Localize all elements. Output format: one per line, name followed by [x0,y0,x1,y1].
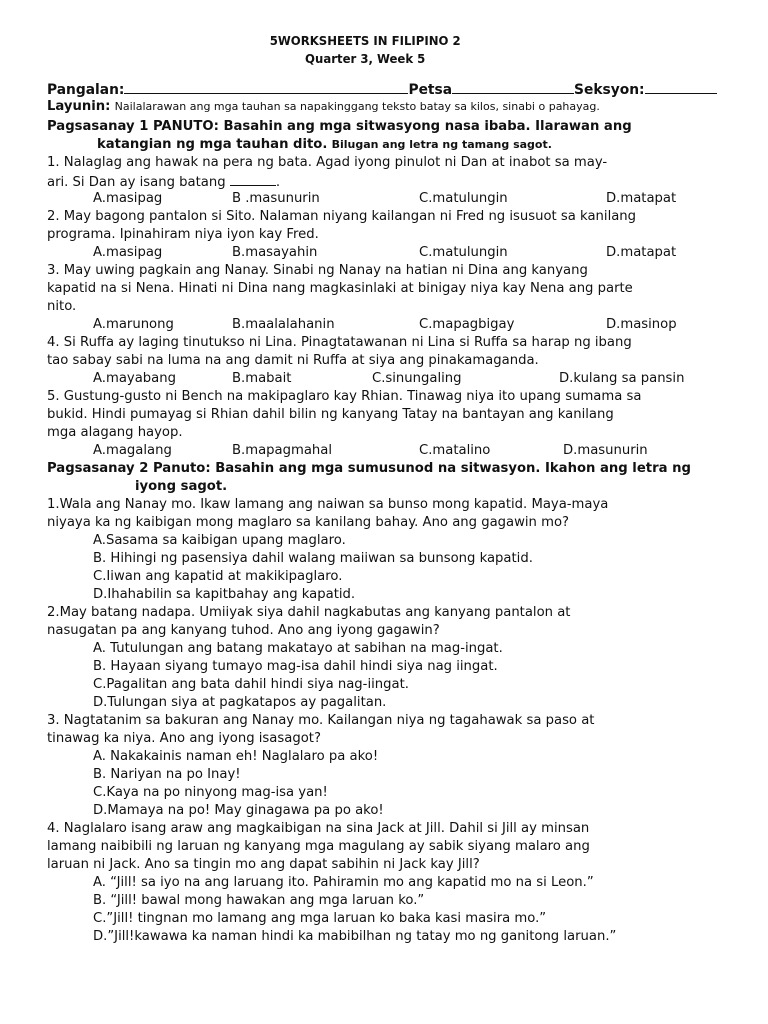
seksyon-blank[interactable] [645,80,717,94]
pagsasanay1-heading-line2 [97,136,552,154]
p2-q4-line2: lamang naibibili ng laruan ng kanyang mga magulang ay sabik siyang malaro ang [47,839,590,854]
p1-q5-option-d[interactable]: D.masunurin [563,443,648,458]
p2-q3-line1: 3. Nagtatanim sa bakuran ang Nanay mo. Kailangan niya ng tagahawak sa paso at [47,713,595,728]
p1-q2-option-d[interactable]: D.matapat [606,245,677,260]
p1-q1-option-c[interactable]: C.matulungin [419,191,508,206]
p1-q4-option-d[interactable]: D.kulang sa pansin [559,371,685,386]
worksheet-subtitle: Quarter 3, Week 5 [305,52,426,66]
layunin-row [47,98,600,116]
p1-q5-line1: 5. Gustung-gusto ni Bench na makipaglaro kay Rhian. Tinawag niya ito upang sumama sa [47,389,642,404]
p1-q2-option-a[interactable]: A.masipag [93,245,163,260]
p1-q5-option-c[interactable]: C.matalino [419,443,491,458]
p1-q3-option-a[interactable]: A.marunong [93,317,174,332]
p2-q1-option-a[interactable]: A.Sasama sa kaibigan upang maglaro. [93,533,346,548]
layunin-label: Layunin: [47,99,111,114]
p1-q2-option-b[interactable]: B.masayahin [232,245,318,260]
p2-q4-line3: laruan ni Jack. Ano sa tingin mo ang dapat sabihin ni Jack kay Jill? [47,857,480,872]
p2-q2-option-b[interactable]: B. Hayaan siyang tumayo mag-isa dahil hindi siya nag iingat. [93,659,498,674]
p1-q1-option-d[interactable]: D.matapat [606,191,677,206]
p2-q2-line2: nasugatan pa ang kanyang tuhod. Ano ang iyong gagawin? [47,623,440,638]
p1-q1-option-a[interactable]: A.masipag [93,191,163,206]
p2-q2-option-c[interactable]: C.Pagalitan ang bata dahil hindi siya nag-iingat. [93,677,409,692]
p2-q3-line2: tinawag ka niya. Ano ang iyong isasagot? [47,731,321,746]
p1-q3-option-c[interactable]: C.mapagbigay [419,317,515,332]
p2-q4-option-a[interactable]: A. “Jill! sa iyo na ang laruang ito. Pahiramin mo ang kapatid mo na si Leon.” [93,875,594,890]
p2-q2-line1: 2.May batang nadapa. Umiiyak siya dahil nagkabutas ang kanyang pantalon at [47,605,571,620]
p2-q4-option-b[interactable]: B. “Jill! bawal mong hawakan ang mga laruan ko.” [93,893,425,908]
p1-q3-option-d[interactable]: D.masinop [606,317,677,332]
p1-q4-option-c[interactable]: C.sinungaling [372,371,462,386]
p1-q3-option-b[interactable]: B.maalalahanin [232,317,335,332]
p1-q2-option-c[interactable]: C.matulungin [419,245,508,260]
p2-q3-option-c[interactable]: C.Kaya na po ninyong mag-isa yan! [93,785,328,800]
petsa-blank[interactable] [452,80,574,94]
p1-q5-option-a[interactable]: A.magalang [93,443,172,458]
p1-q5-option-b[interactable]: B.mapagmahal [232,443,333,458]
p1-q5-line3: mga alagang hayop. [47,425,183,440]
pagsasanay1-instruction: Bilugan ang letra ng tamang sagot. [331,138,552,151]
p1-q3-line1: 3. May uwing pagkain ang Nanay. Sinabi ng Nanay na hatian ni Dina ang kanyang [47,263,588,278]
p1-q1-line2: ari. Si Dan ay isang batang . [47,172,280,192]
worksheet-title: 5WORKSHEETS IN FILIPINO 2 [269,34,461,48]
p1-q2-line2: programa. Ipinahiram niya iyon kay Fred. [47,227,319,242]
p2-q4-option-d[interactable]: D.”Jill!kawawa ka naman hindi ka mabibilhan ng tatay mo ng ganitong laruan.” [93,929,617,944]
p1-q4-option-a[interactable]: A.mayabang [93,371,176,386]
p1-q3-line3: nito. [47,299,77,314]
p2-q1-line1: 1.Wala ang Nanay mo. Ikaw lamang ang naiwan sa bunso mong kapatid. Maya-maya [47,497,609,512]
p2-q2-option-a[interactable]: A. Tutulungan ang batang makatayo at sabihan na mag-ingat. [93,641,503,656]
p1-q5-line2: bukid. Hindi pumayag si Rhian dahil bilin ng kanyang Tatay na bantayan ang kanilang [47,407,614,422]
p2-q3-option-b[interactable]: B. Nariyan na po Inay! [93,767,241,782]
seksyon-label: Seksyon: [574,82,645,98]
p2-q1-option-c[interactable]: C.Iiwan ang kapatid at makikipaglaro. [93,569,343,584]
pagsasanay1-heading: Pagsasanay 1 PANUTO: Basahin ang mga sitwasyong nasa ibaba. Ilarawan ang [47,119,632,134]
p2-q4-option-c[interactable]: C.”Jill! tingnan mo lamang ang mga laruan ko baka kasi masira mo.” [93,911,547,926]
p2-q1-option-d[interactable]: D.Ihahabilin sa kapitbahay ang kapatid. [93,587,356,602]
p2-q1-line2: niyaya ka ng kaibigan mong maglaro sa kanilang bahay. Ano ang gagawin mo? [47,515,570,530]
p2-q2-option-d[interactable]: D.Tulungan siya at pagkatapos ay pagalitan. [93,695,387,710]
p1-q3-line2: kapatid na si Nena. Hinati ni Dina nang magkasinlaki at binigay niya kay Nena ang parte [47,281,633,296]
p1-q2-line1: 2. May bagong pantalon si Sito. Nalaman niyang kailangan ni Fred ng isusuot sa kanilang [47,209,637,224]
pagsasanay2-heading-line2: iyong sagot. [135,479,228,494]
pangalan-label: Pangalan: [47,82,125,98]
p2-q3-option-d[interactable]: D.Mamaya na po! May ginagawa pa po ako! [93,803,384,818]
p1-q4-line2: tao sabay sabi na luma na ang damit ni Ruffa at siya ang pinakamaganda. [47,353,539,368]
pagsasanay1-subheading: katangian ng mga tauhan dito. [97,137,328,152]
p2-q4-line1: 4. Naglalaro isang araw ang magkaibigan na sina Jack at Jill. Dahil si Jill ay minsan [47,821,590,836]
p2-q3-option-a[interactable]: A. Nakakainis naman eh! Naglalaro pa ako! [93,749,379,764]
pagsasanay2-heading: Pagsasanay 2 Panuto: Basahin ang mga sumusunod na sitwasyon. Ikahon ang letra ng [47,461,691,476]
p1-q1-option-b[interactable]: B .masunurin [232,191,320,206]
name-date-section-row [47,80,717,100]
pangalan-blank[interactable] [124,80,408,94]
answer-blank[interactable] [230,172,276,186]
layunin-text: Nailalarawan ang mga tauhan sa napakinggang teksto batay sa kilos, sinabi o pahayag. [114,100,600,113]
p1-q4-line1: 4. Si Ruffa ay laging tinutukso ni Lina. Pinagtatawanan ni Lina si Ruffa sa harap ng ibang [47,335,632,350]
p1-q4-option-b[interactable]: B.mabait [232,371,292,386]
p1-q1-line1: 1. Nalaglag ang hawak na pera ng bata. Agad iyong pinulot ni Dan at inabot sa may- [47,155,608,170]
p2-q1-option-b[interactable]: B. Hihingi ng pasensiya dahil walang maiiwan sa bunsong kapatid. [93,551,533,566]
petsa-label: Petsa [408,82,453,98]
